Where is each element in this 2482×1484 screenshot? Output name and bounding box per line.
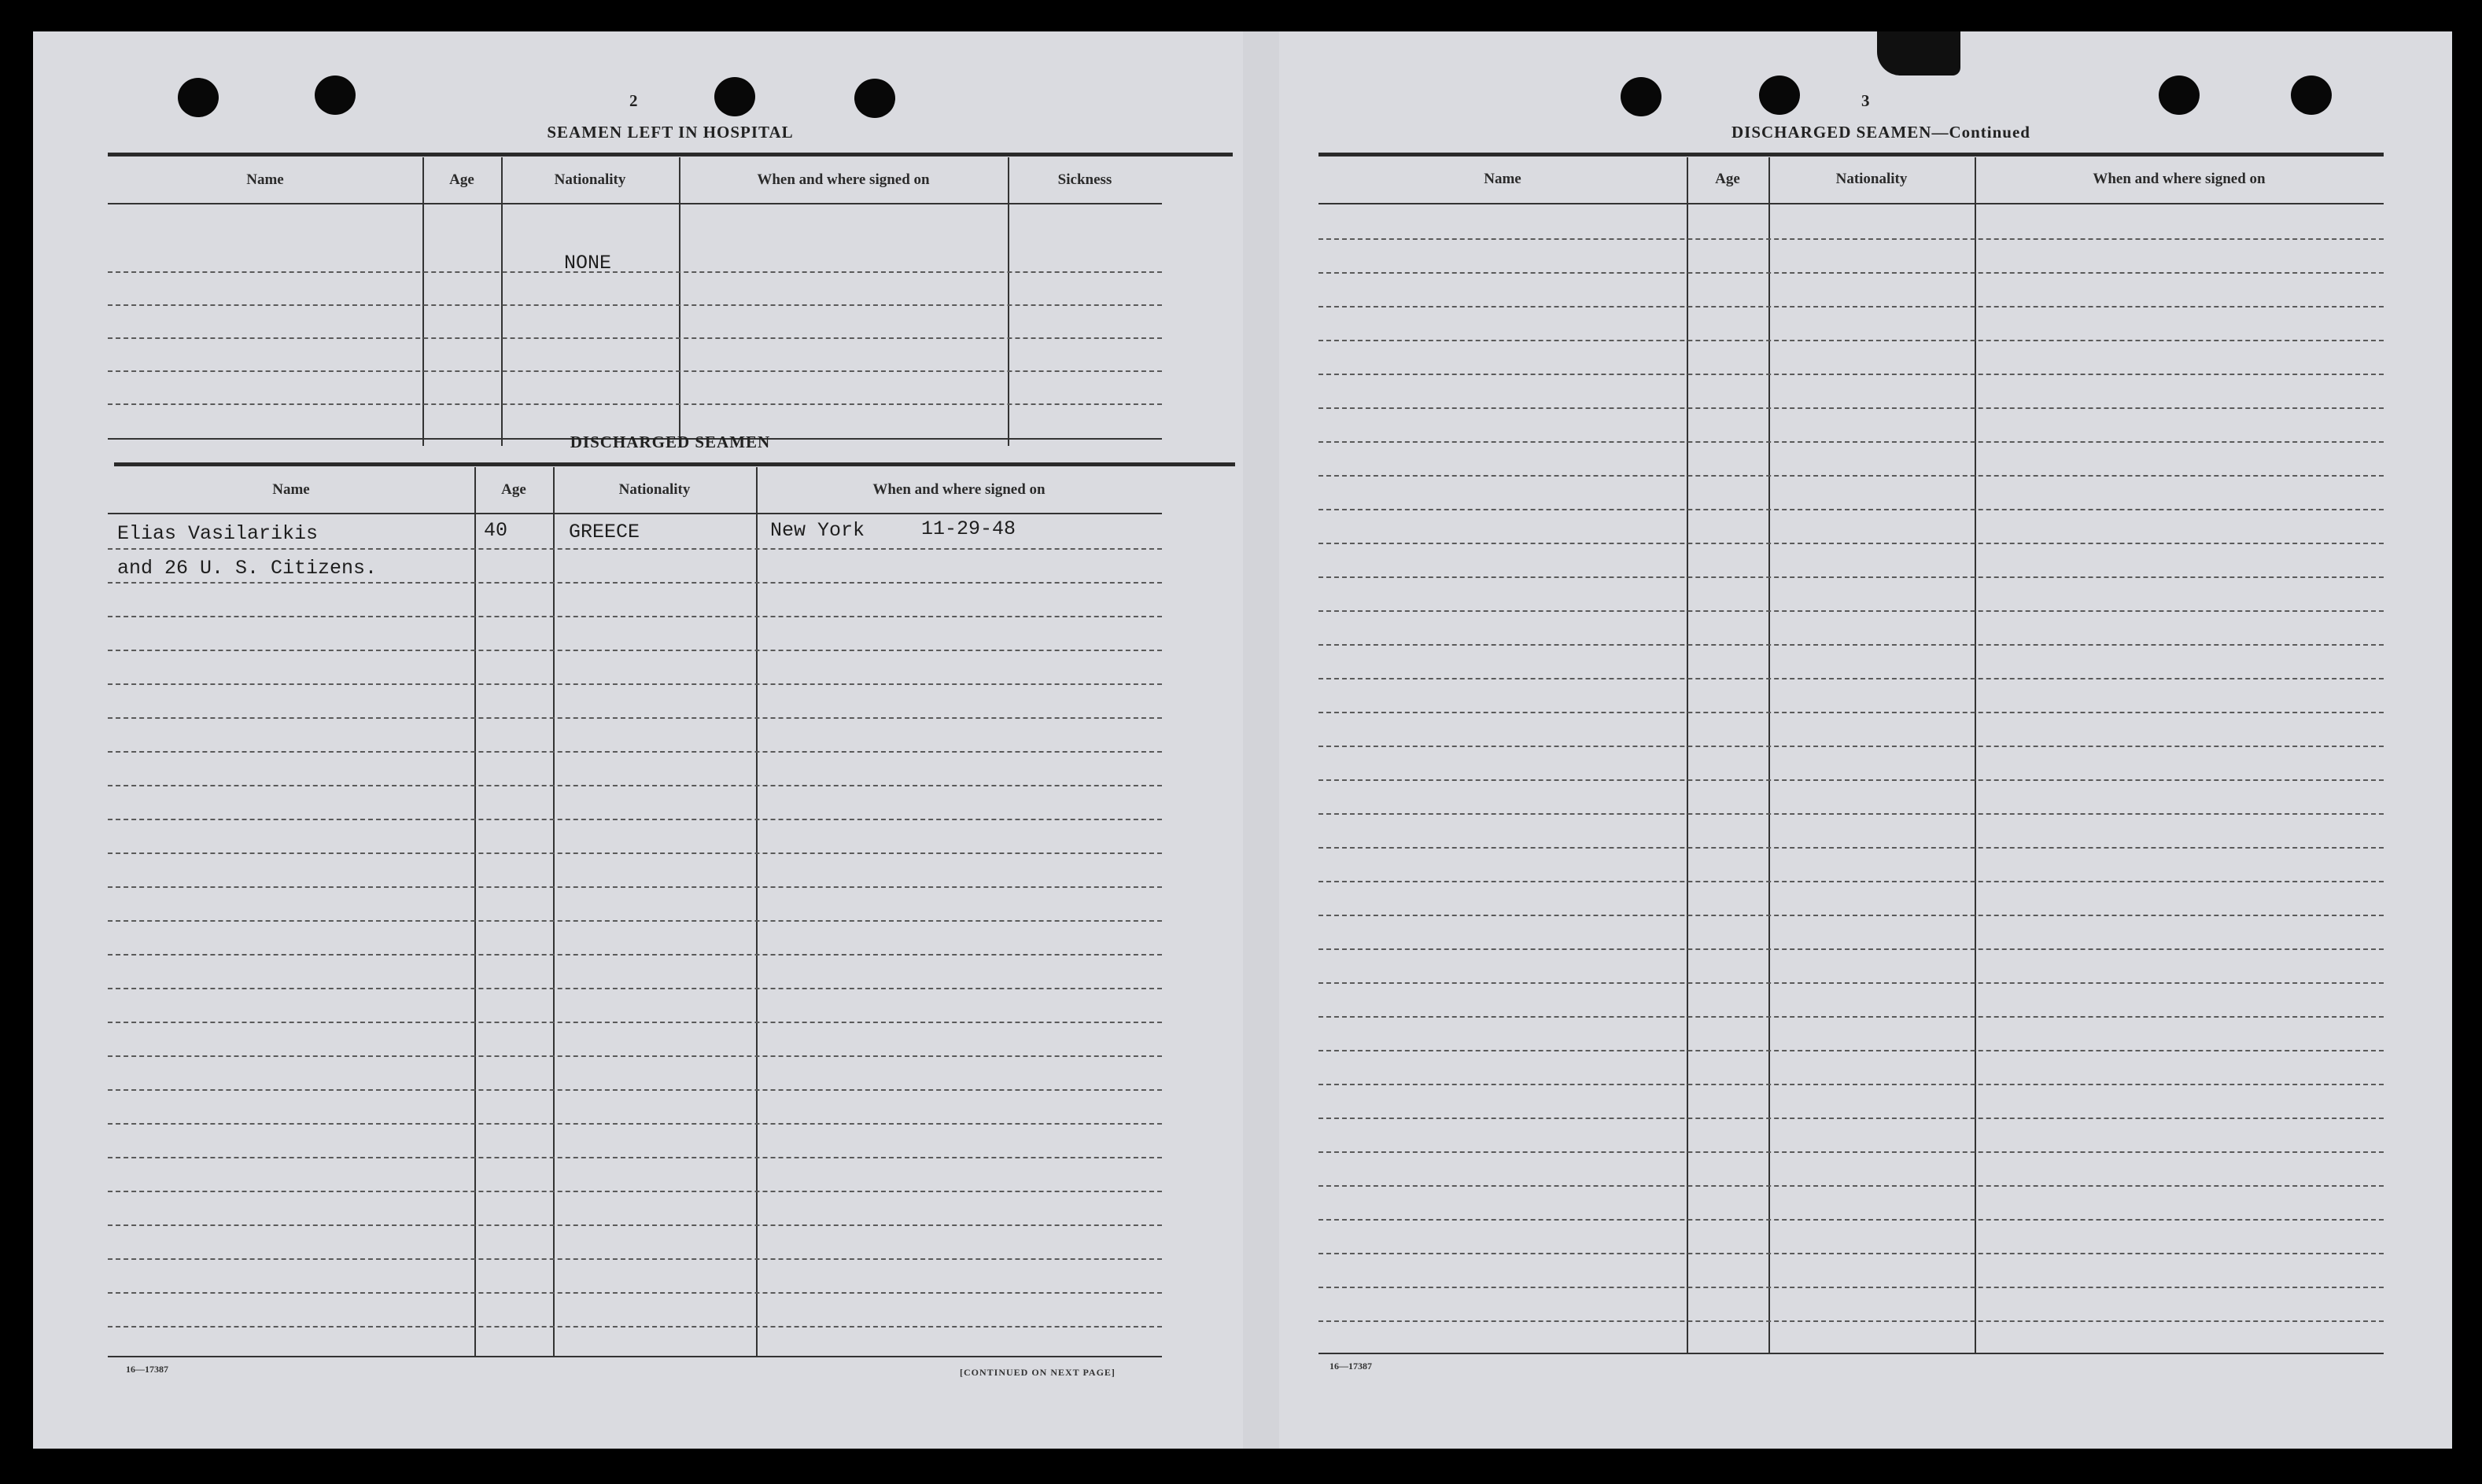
table-row — [108, 1326, 1162, 1327]
hospital-entry: NONE — [564, 252, 612, 274]
table-row — [108, 1292, 1162, 1294]
table-row — [1318, 948, 2384, 950]
table-row — [108, 271, 1162, 273]
hospital-section-title: SEAMEN LEFT IN HOSPITAL — [547, 123, 794, 142]
table-row — [108, 1123, 1162, 1125]
table-row — [1318, 779, 2384, 781]
table-row — [1318, 712, 2384, 713]
column-header-name: Name — [246, 171, 284, 188]
column-header-age: Age — [1715, 171, 1740, 187]
table-row — [1318, 678, 2384, 679]
discharged-continued-title: DISCHARGED SEAMEN—Continued — [1731, 123, 2030, 142]
column-divider — [553, 467, 555, 1356]
table-row — [108, 1191, 1162, 1192]
table-row — [1318, 881, 2384, 882]
table-row — [108, 954, 1162, 956]
discharged-continued-table — [1318, 157, 2384, 1394]
table-row — [108, 616, 1162, 617]
table-row — [108, 1089, 1162, 1091]
column-header-age: Age — [501, 481, 526, 498]
table-row — [1318, 1016, 2384, 1018]
table-row — [1318, 1219, 2384, 1221]
signed-on-place: New York — [770, 519, 865, 542]
table-row — [108, 1055, 1162, 1057]
table-row — [108, 819, 1162, 820]
header-rule — [108, 203, 1162, 204]
table-row — [108, 370, 1162, 372]
table-row — [1318, 272, 2384, 274]
table-row — [108, 920, 1162, 922]
column-divider — [679, 157, 680, 446]
page-number: 2 — [629, 91, 638, 110]
table-row — [108, 717, 1162, 719]
table-row — [1318, 509, 2384, 510]
table-row — [1318, 407, 2384, 409]
column-divider — [1768, 157, 1770, 1353]
column-header-name: Name — [272, 481, 310, 498]
seaman-age: 40 — [484, 519, 508, 542]
column-header-sickness: Sickness — [1057, 171, 1112, 188]
table-bottom-rule — [1318, 1353, 2384, 1354]
table-row — [1318, 475, 2384, 477]
header-rule — [1318, 203, 2384, 204]
column-header-signed-on: When and where signed on — [757, 171, 930, 188]
column-divider — [756, 467, 758, 1356]
table-row — [108, 785, 1162, 786]
table-row — [1318, 982, 2384, 984]
column-header-age: Age — [449, 171, 474, 188]
column-divider — [1975, 157, 1976, 1353]
section-rule — [114, 462, 1235, 466]
table-row — [1318, 746, 2384, 747]
seaman-nationality: GREECE — [569, 521, 640, 543]
page-number: 3 — [1861, 91, 1870, 110]
seaman-name: and 26 U. S. Citizens. — [117, 557, 378, 580]
table-row — [108, 548, 1162, 550]
table-row — [1318, 576, 2384, 578]
table-row — [108, 1258, 1162, 1260]
column-header-nationality: Nationality — [1835, 171, 1908, 187]
column-divider — [1687, 157, 1688, 1353]
column-divider — [422, 157, 424, 446]
column-divider — [474, 467, 476, 1356]
hospital-table — [108, 157, 1241, 446]
table-row — [1318, 1118, 2384, 1119]
table-row — [108, 886, 1162, 888]
table-row — [108, 304, 1162, 306]
table-row — [1318, 1287, 2384, 1288]
section-rule — [108, 153, 1233, 157]
table-row — [108, 683, 1162, 685]
table-row — [108, 1157, 1162, 1158]
table-row — [1318, 847, 2384, 849]
right-page — [1279, 31, 2452, 1449]
form-number: 16—17387 — [1330, 1361, 1372, 1372]
table-row — [1318, 915, 2384, 916]
table-row — [108, 988, 1162, 989]
form-number: 16—17387 — [126, 1364, 168, 1375]
column-divider — [501, 157, 503, 446]
table-row — [108, 650, 1162, 651]
header-rule — [108, 513, 1162, 514]
table-bottom-rule — [108, 1356, 1162, 1357]
table-row — [1318, 374, 2384, 375]
table-row — [108, 1224, 1162, 1226]
table-row — [1318, 1185, 2384, 1187]
column-divider — [1008, 157, 1009, 446]
table-row — [108, 337, 1162, 339]
column-header-signed-on: When and where signed on — [2093, 171, 2266, 187]
table-row — [1318, 340, 2384, 341]
discharged-section-title: DISCHARGED SEAMEN — [570, 433, 771, 451]
section-rule — [1318, 153, 2384, 157]
table-row — [1318, 1253, 2384, 1254]
table-row — [1318, 1084, 2384, 1085]
table-row — [1318, 306, 2384, 307]
table-row — [1318, 644, 2384, 646]
table-row — [1318, 543, 2384, 544]
document-sheet — [33, 31, 2452, 1449]
table-row — [108, 403, 1162, 405]
seaman-name: Elias Vasilarikis — [117, 522, 319, 545]
table-row — [1318, 813, 2384, 815]
table-row — [108, 751, 1162, 753]
continued-note: [CONTINUED ON NEXT PAGE] — [960, 1367, 1116, 1378]
table-row — [1318, 1050, 2384, 1051]
table-row — [108, 1022, 1162, 1023]
table-row — [1318, 1151, 2384, 1153]
table-row — [1318, 238, 2384, 240]
table-row — [1318, 1320, 2384, 1322]
left-page — [33, 31, 1243, 1449]
discharged-table — [108, 467, 1241, 1387]
table-row — [108, 852, 1162, 854]
table-row — [1318, 441, 2384, 443]
signed-on-date: 11-29-48 — [921, 517, 1016, 540]
column-header-name: Name — [1484, 171, 1521, 187]
table-row — [108, 582, 1162, 584]
column-header-nationality: Nationality — [618, 481, 691, 498]
page-fold — [1243, 31, 1279, 1449]
table-row — [1318, 610, 2384, 612]
column-header-signed-on: When and where signed on — [872, 481, 1046, 498]
column-header-nationality: Nationality — [554, 171, 626, 188]
